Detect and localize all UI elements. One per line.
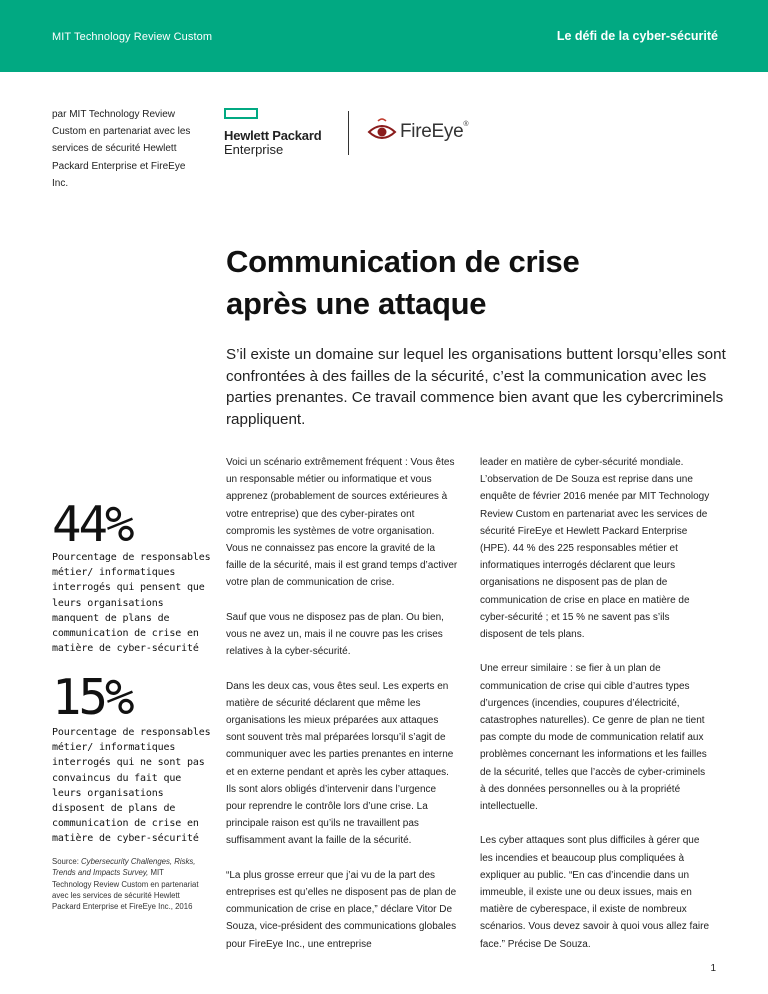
logo-divider bbox=[348, 111, 349, 155]
hpe-logo-mark bbox=[224, 108, 258, 119]
paragraph: leader en matière de cyber-sécurité mondiale. L’observation de De Souza est reprise dans une enquête de février 2016 menée par MIT Technology Review Custom en partenariat avec les services de sécurité FireEye et Hewlett Packard Enterprise (HPE). 44 % des 225 responsables métier et informatiques interrogés déclarent que leurs organisations ne disposent pas de plan de communication de crise en place en matière de cyber-sécurité ; et 15 % ne savent pas s’ils disposent de tels plans. bbox=[480, 457, 710, 641]
source-note: Source: Cybersecurity Challenges, Risks, Trends and Impacts Survey, MIT Technology Review Custom en partenariat avec les services de sécurité Hewlett Packard Enterprise et FireEye Inc., 2016 bbox=[52, 857, 199, 912]
hpe-logo-subname: Enterprise bbox=[224, 142, 284, 157]
title-line-1: Communication de crise bbox=[226, 244, 580, 279]
section-title: Le défi de la cyber-sécurité bbox=[556, 29, 718, 43]
publication-name: MIT Technology Review Custom bbox=[52, 31, 213, 43]
paragraph: Voici un scénario extrêmement fréquent : Vous êtes un responsable métier ou informatique et vous apprenez (probablement de sources extérieures à votre entreprise) que des cyber-pirates ont compromis les systèmes de votre organisation. Vous ne connaissez pas encore la gravité de la faille de la sécurité, mais il est grand temps d’activer votre plan de communication de crise. bbox=[226, 457, 458, 589]
body-column-1 bbox=[226, 454, 458, 953]
fireeye-eye-icon bbox=[367, 117, 397, 147]
fireeye-logo-name: FireEye® bbox=[400, 121, 469, 142]
page-number: 1 bbox=[710, 963, 716, 974]
stat-value-2: 15% bbox=[52, 669, 132, 726]
article-title bbox=[226, 241, 706, 325]
stat-value-1: 44% bbox=[52, 496, 132, 553]
page-header bbox=[0, 0, 768, 72]
hpe-logo-name: Hewlett Packard bbox=[224, 128, 322, 143]
paragraph: Les cyber attaques sont plus difficiles à gérer que les incendies et beaucoup plus compliquées à expliquer au public. “En cas d’incendie dans un immeuble, il existe une ou deux issues, mais en matière de cyberespace, il existe de nombreux scénarios. Vous devez savoir à quoi vous allez faire face.” Précise De Souza. bbox=[480, 835, 710, 950]
byline: par MIT Technology Review Custom en partenariat avec les services de sécurité Hewlett Packard Enterprise et FireEye Inc. bbox=[52, 109, 191, 189]
lead-paragraph: S’il existe un domaine sur lequel les organisations buttent lorsqu’elles sont confrontées à des failles de la sécurité, c’est la communication avec les parties prenantes. Ce travail commence bien avant que les cybercriminels rappliquent. bbox=[226, 346, 726, 428]
paragraph: “La plus grosse erreur que j’ai vu de la part des entreprises est qu’elles ne disposent pas de plan de communication de crise en place,” déclare Vitor De Souza, vice-président des communications globales pour FireEye Inc., une entreprise bbox=[226, 869, 457, 950]
paragraph: Une erreur similaire : se fier à un plan de communication de crise qui cible d’autres types d’urgences (incendies, coupures d’électricité, catastrophes naturelles). Ce genre de plan ne tient pas compte du mode de communication relatif aux problèmes concernant les informations et les failles de la sécurité, telles que l’accès de cyber-criminels à des données personnelles ou à la propriété intellectuelle. bbox=[480, 663, 707, 813]
body-column-2 bbox=[480, 454, 712, 953]
source-title: Cybersecurity Challenges, Risks, Trends and Impacts Survey, bbox=[52, 857, 196, 878]
partner-logos bbox=[224, 108, 484, 158]
stat-label-1: Pourcentage de responsables métier/ informatiques interrogés qui pensent que leurs organisations manquent de plans de communication de crise en matière de cyber-sécurité bbox=[52, 552, 211, 655]
title-line-2: après une attaque bbox=[226, 286, 487, 321]
stat-label-2: Pourcentage de responsables métier/ informatiques interrogés qui ne sont pas convaincus du fait que leurs organisations disposent de plans de communication de crise en matière de cyber-sécurité bbox=[52, 727, 211, 845]
paragraph: Sauf que vous ne disposez pas de plan. Ou bien, vous ne avez un, mais il ne couvre pas les crises relatives à la cyber-sécurité. bbox=[226, 611, 444, 658]
paragraph: Dans les deux cas, vous êtes seul. Les experts en matière de sécurité déclarent que même les organisations les mieux préparées aux attaques sont souvent très mal préparées lorsqu’il s’agit de communiquer avec les parties prenantes en interne et en externe pendant et après les cyber attaques. Ils sont alors obligés d’intervenir dans l’urgence pour reprendre le contrôle lors d’une crise. La principale raison est qu’ils ne travaillent pas suffisamment avant la faille de la sécurité. bbox=[226, 680, 454, 847]
